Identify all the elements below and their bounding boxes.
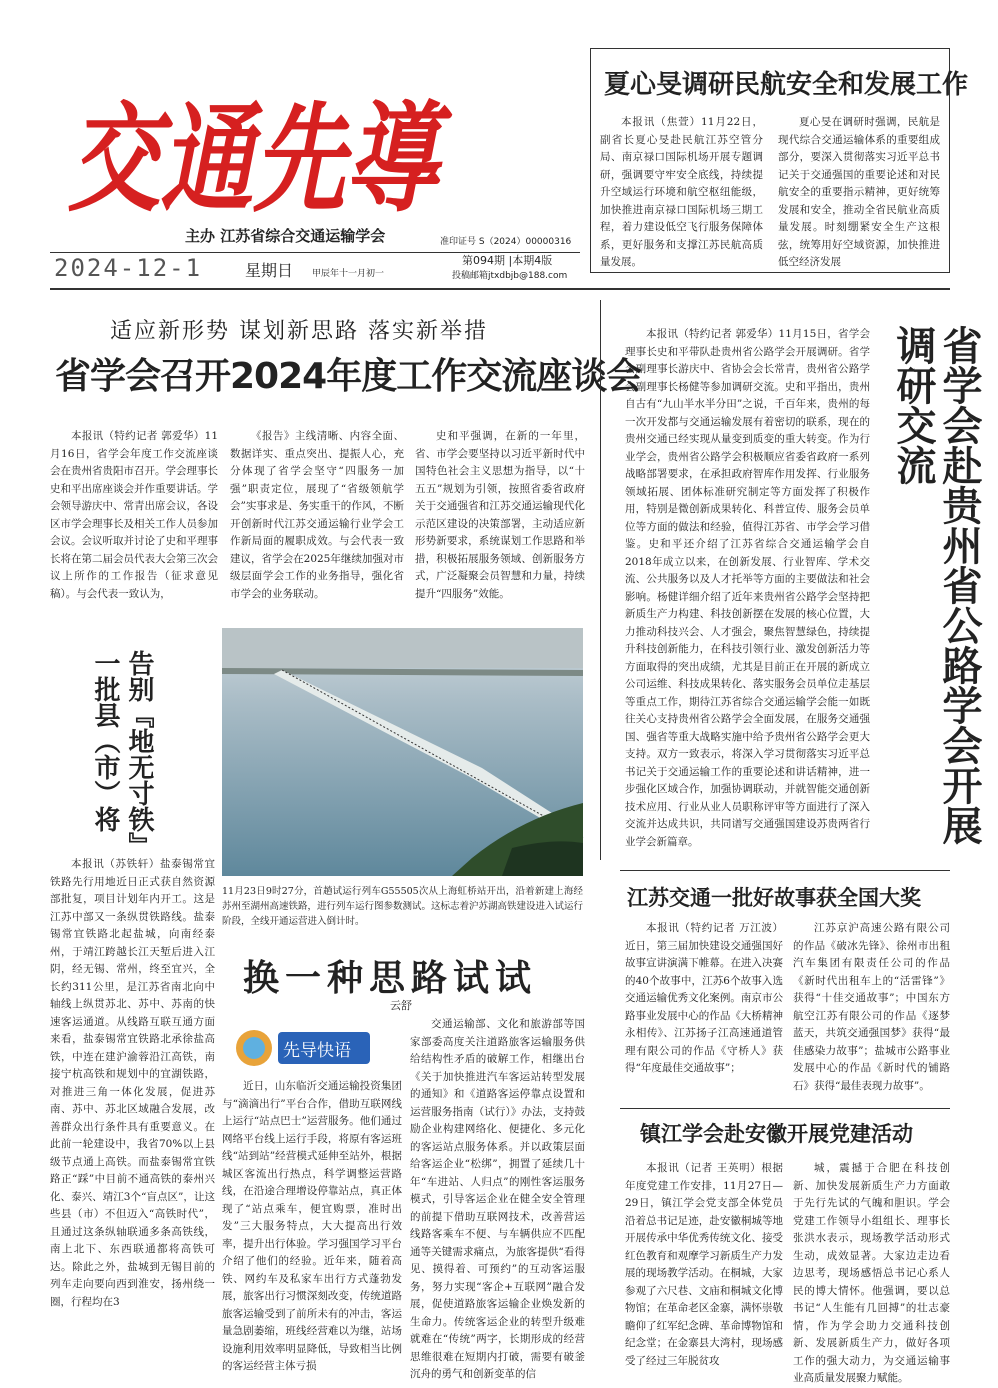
sponsor-line: 主办 江苏省综合交通运输学会 xyxy=(185,227,386,245)
section-rule xyxy=(620,870,950,871)
photo-caption: 11月23日9时27分，首趟试运行列车G55505次从上海虹桥站开出，沿着新建上海经苏州至湖州高速铁路，进行列车运行图参数测试。这标志着沪苏湖高铁建设进入试运行阶段，全线开通运营进入倒计时。 xyxy=(222,886,584,927)
essay-col1: 近日，山东临沂交通运输投资集团与“滴滴出行”平台合作，借助互联网线上运行“站点巴士”运营服务。他们通过网络平台线上运行手段，将原有客运班线“站到站”经营模式延伸至站外，根据城区客流出行热点，科学调整运营路线，在沿途合理增设停靠站点，真正体现了“站点乘车，便宜购票，准时出发”三大服务特点，大大提高出行效率，提升出行体验。学习强国学习平台介绍了他们的经验。近年来，随着高铁、网约车及私家车出行方式蓬勃发展，旅客出行习惯深刻改变，传统道路旅客运输受到了前所未有的冲击，客运量急剧萎缩，班线经营难以为继，站场设施利用效率明显降低，导致相当比例的客运经营主体亏损 xyxy=(222,1080,402,1372)
top-story-col2: 夏心旻在调研时强调，民航是现代综合交通运输体系的重要组成部分，要深入贯彻落实习近平总书记关于交通强国的重要论述和对民航安全的重要指示精神，更好统筹发展和安全，推动全省民航业高质量发展。时刻绷紧安全生产这根弦，统筹用好空域资源，加快推进低空经济发展 xyxy=(778,116,940,268)
railway-headline[interactable]: 告别『地无寸铁』一批县（市）将 xyxy=(90,650,154,845)
submission-email[interactable]: 投稿邮箱jtxdbjb@188.com xyxy=(452,271,568,281)
guizhou-headline[interactable]: 省学会赴贵州省公路学会开展调研交流 xyxy=(890,325,982,845)
zhenjiang-col2: 城，震撼于合肥在科技创新、加快发展新质生产力方面敢于先行先试的气魄和胆识。学会党建工作领导小组组长、理事长张洪水表示，现场教学活动形式生动，成效显著。大家边走边看边思考，现场感悟总书记心系人民的博大情怀。他强调，要以总书记“人生能有几回搏”的壮志豪情，作为学会助力交通科技创新、发展新质生产力，做好各项工作的强大动力，为交通运输事业高质量发展聚力赋能。 xyxy=(793,1162,950,1384)
sea-bridge-image xyxy=(222,628,583,876)
permit-number: 准印证号 S（2024）00000316 xyxy=(440,237,572,247)
award-col1: 本报讯（特约记者 万江波）近日，第三届加快建设交通强国好故事宣讲演满下帷幕。在进入决赛的40个故事中，江苏6个故事入选交通运输优秀文化案例。南京市公路事业发展中心的作品《大桥精神永相传》、江苏扬子江高速通道管理有限公司的作品《守桥人》获得“年度最佳交通故事”； xyxy=(625,922,783,1074)
lead-headline[interactable]: 省学会召开2024年度工作交流座谈会 xyxy=(55,356,642,397)
column-divider xyxy=(600,300,601,860)
logo-text: 交通先導 xyxy=(68,89,453,228)
zhenjiang-col1: 本报讯（记者 王英明）根据年度党建工作安排，11月27日—29日，镇江学会党支部全体党员沿着总书记足迹，赴安徽桐城等地开展传承中华优秀传统文化、接受红色教育和观摩学习新质生产力发展的现场教学活动。在桐城，大家参观了六尺巷、文庙和桐城文化博物馆；在革命老区金寨，满怀崇敬瞻仰了红军纪念碑、革命博物馆和纪念堂；在金寨县大湾村，现场感受了经过三年脱贫攻 xyxy=(625,1162,783,1367)
lead-col1: 本报讯（特约记者 郭爱华）11月16日，省学会年度工作交流座谈会在贵州省贵阳市召开。学会理事长史和平出席座谈会并作重要讲话。学会领导游庆中、常青出席会议，各设区市学会理事长及相关工作人员参加会议。会议听取并讨论了史和平理事长将在第二届会员代表大会第三次会议上所作的工作报告（征求意见稿）。与会代表一致认为， xyxy=(50,430,218,600)
guizhou-body: 本报讯（特约记者 郭爱华）11月15日，省学会理事长史和平带队赴贵州省公路学会开展调研。省学会副理事长游庆中、省协会会长常青，贵州省公路学会副理事长杨健等参加调研交流。史和平指出，贵州自古有“九山半水半分田”之说，千百年来，贵州的每一次开发都与交通运输发展有着密切的联系，现在的贵州交通已经实现从量变到质变的重大转变。作为行业学会，贵州省公路学会积极顺应省委省政府一系列战略部署要求，在承担政府智库作用发挥、行业服务领域拓展、团体标准研究制定等方面发挥了积极作用，特别是微创新成果转化、科普宣传、服务会员单位等方面的做法和经验，值得江苏省、市学会学习借鉴。史和平还介绍了江苏省综合交通运输学会自2018年成立以来，在创新发展、行业智库、学术交流、公共服务以及人才托举等方面的主要做法和社会影响。杨健详细介绍了近年来贵州省公路学会坚持把新质生产力构建、科技创新摆在发展的核心位置，大力推动科技兴会、人才强会，聚焦智慧绿色，持续提升科技创新能力，在科技引领行业、激发创新活力等方面取得的突出成绩，尤其是目前正在开展的新成立公司运维、科技成果转化、落实服务会员单位走基层等重点工作，期待江苏省综合交通运输学会能一如既往关心支持贵州省公路学会全面发展，在服务交通强国、强省等重大战略实施中给予贵州省公路学会更大支持。双方一致表示，将深入学习贯彻落实习近平总书记关于交通运输工作的重要论述和讲话精神，进一步强化区域合作，加强协调联动，并就智能交通创新技术应用、行业从业人员职称评审等方面进行了深入交流并达成共识，共同谱写交通强国建设苏贵两省行业学会新篇章。 xyxy=(625,328,870,848)
award-headline[interactable]: 江苏交通一批好故事获全国大奖 xyxy=(627,886,921,910)
essay-col2: 交通运输部、文化和旅游部等国家部委高度关注道路旅客运输服务供给结构性矛盾的破解工作，相继出台《关于加快推进汽车客运站转型发展的通知》和《道路客运停靠点设置和运营服务指南（试行）》办法，支持鼓励企业构建网络化、便捷化、多元化的客运站点服务体系。并以政策层面给客运企业“松绑”，拥置了延续几十年“车进站、人归点”的刚性客运服务模式，引导客运企业在健全安全管理的前提下借助互联网技术，改善营运线路客乘车不便、与车辆供应不匹配通等关键需求痛点，为旅客提供“看得见、摸得着、可预约”的互动客运服务，努力实现“客企+互联网”融合发展，促使道路旅客运输企业焕发新的生命力。传统客运企业的转型升级难就难在“传统”两字，长期形成的经营思维很难在短期内打破，需要有破釜沉舟的勇气和创新变革的信 xyxy=(410,1018,585,1380)
lunar-date: 甲辰年十一月初一 xyxy=(312,269,385,279)
calligraphy-logo xyxy=(60,50,453,235)
award-col2: 江苏京沪高速公路有限公司的作品《破冰先锋》、徐州市出租汽车集团有限责任公司的作品《新时代出租车上的“活雷锋”》获得“十佳交通故事”；中国东方航空江苏有限公司的作品《逐梦蓝天，共筑交通强国梦》获得“最佳感染力故事”；盐城市公路事业发展中心的作品《新时代的铺路石》获得“最佳表现力故事”。 xyxy=(793,922,950,1092)
top-story-col1: 本报讯（焦萱）11月22日，副省长夏心旻赴民航江苏空管分局、南京禄口国际机场开展专题调研，强调要守牢安全底线，持续提升空域运行环境和航空枢纽能级，加快推进南京禄口国际机场三期工程，着力建设低空飞行服务保障体系，更好服务和支撑江苏民航高质量发展。 xyxy=(600,116,763,268)
lead-col2: 《报告》主线清晰、内容全面、数据详实、重点突出、提振人心，充分体现了省学会坚守“四服务一加强”职责定位，展现了“省级领航学会”实事求是、务实重干的作风，不断开创新时代江苏交通运输行业学会工作新局面的履职成效。与会代表一致建议，省学会在2025年继续加强对市级层面学会工作的业务指导，强化省市学会的业务联动。 xyxy=(230,430,404,600)
issue-date: 2024-12-1 xyxy=(54,254,203,282)
weekday: 星期日 xyxy=(245,261,294,280)
essay-author: 云舒 xyxy=(390,999,412,1012)
essay-headline[interactable]: 换一种思路试试 xyxy=(243,958,538,999)
section-rule xyxy=(620,1108,950,1109)
lead-col3: 史和平强调，在新的一年里，省、市学会要坚持以习近平新时代中国特色社会主义思想为指导，以“十五五”规划为引领，按照省委省政府关于交通强省和江苏交通运输现代化示范区建设的决策部署，主动适应新形势新要求，系统谋划工作思路和举措，积极拓展服务领域、创新服务方式，广泛凝聚会员智慧和力量，持续提升“四服务”效能。 xyxy=(415,430,585,600)
railway-body: 本报讯（苏铁轩）盐泰锡常宜铁路先行用地近日正式获自然资源部批复，项目计划年内开工。这是江苏中部又一条纵贯铁路线。盐泰锡常宜铁路北起盐城，向南经泰州，于靖江跨越长江天堑后进入江阴，经无锡、常州，终至宜兴，全长约311公里，是江苏省南北向中轴线上纵贯苏北、苏中、苏南的快速客运通道。从线路互联互通方面来看，盐泰锡常宜铁路北承徐盐高铁，中连在建沪渝蓉沿江高铁，南接宁杭高铁和规划中的宜湖铁路，对推进三角一体化发展，促进苏南、苏中、苏北区域融合发展，改善群众出行条件具有重要意义。在此前一轮建设中，我省70%以上县级节点通上高铁。而盐泰锡常宜铁路正“踩”中目前不通高铁的泰州兴化、泰兴、靖江3个“盲点区”，让这些县（市）不但迈入“高铁时代”，且通过这条纵轴联通多条高铁线，南上北下、东西联通都将高铁可达。除此之外，盐城到无锡目前的列车走向要向西到淮安，扬州绕一圈，行程均在3 xyxy=(50,858,215,1308)
issue-number: 第094期 |本期4版 xyxy=(462,254,553,267)
lead-kicker: 适应新形势 谋划新思路 落实新举措 xyxy=(110,319,488,344)
top-story-title[interactable]: 夏心旻调研民航安全和发展工作 xyxy=(604,70,969,100)
zhenjiang-headline[interactable]: 镇江学会赴安徽开展党建活动 xyxy=(640,1122,913,1146)
masthead-divider xyxy=(50,288,950,290)
column-badge-label: 先导快语 xyxy=(283,1041,351,1061)
masthead-logo xyxy=(60,50,453,235)
bridge-photo xyxy=(222,628,583,876)
